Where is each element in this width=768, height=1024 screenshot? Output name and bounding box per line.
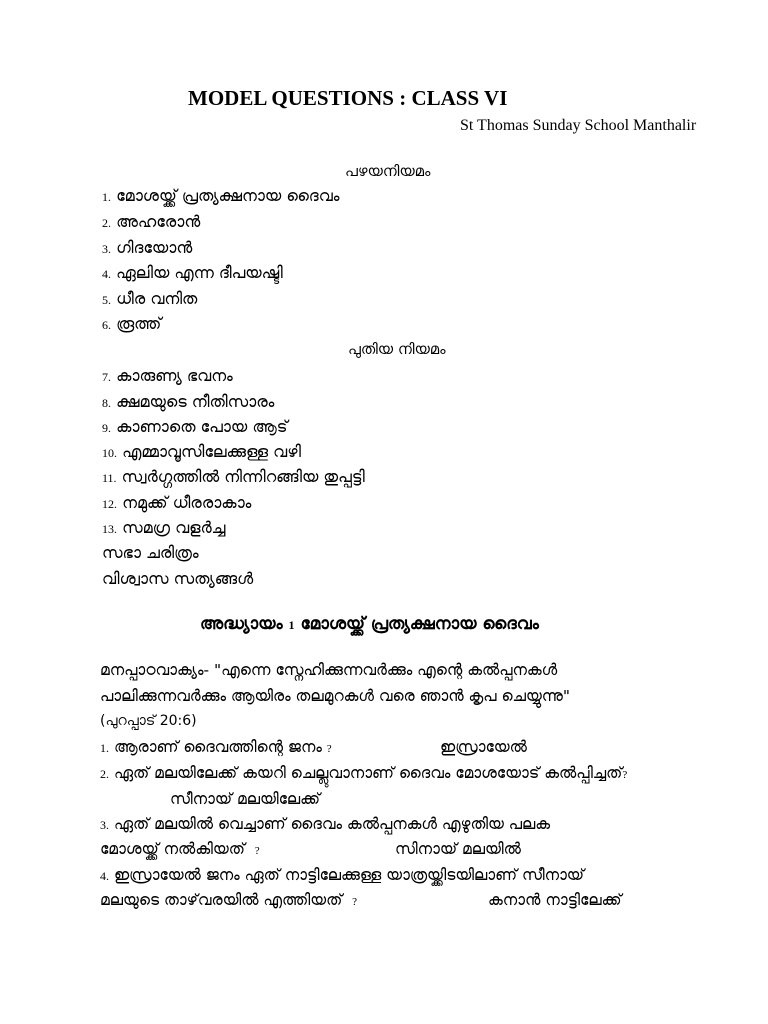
- list-item: 11. സ്വർഗ്ഗത്തിൽ നിന്നിറങ്ങിയ തുപ്പട്ടി: [102, 467, 365, 486]
- question-4-line-2: മലയുടെ താഴ്‌വരയിൽ എത്തിയത് ?: [100, 891, 358, 909]
- answer-2: സീനായ് മലയിലേക്ക്: [170, 790, 321, 808]
- question-1: 1. ആരാണ് ദൈവത്തിന്റെ ജനം ?: [100, 738, 332, 756]
- list-item-church-history: സഭാ ചരിത്രം: [102, 543, 199, 562]
- page-title: MODEL QUESTIONS : CLASS VI: [188, 86, 508, 110]
- list-item: 12. നമുക്ക് ധീരരാകാം: [102, 493, 252, 512]
- list-item: 4. ഏലിയ എന്ന ദീപയഷ്ടി: [102, 263, 283, 282]
- list-item: 6. രൂത്ത്: [102, 314, 162, 333]
- question-3: 3. ഏത് മലയിൽ വെച്ചാണ് ദൈവം കൽപ്പനകൾ എഴുതിയ പലക: [100, 815, 551, 833]
- list-item: 10. എമ്മാവൂസിലേക്കുള്ള വഴി: [102, 442, 301, 461]
- list-item: 8. ക്ഷമയുടെ നീതിസാരം: [102, 392, 275, 411]
- question-4: 4. ഇസ്രായേൽ ജനം ഏത് നാട്ടിലേക്കുള്ള യാത്രയ്ക്കിടയിലാണ് സീനായ്: [100, 866, 585, 884]
- answer-1: ഇസ്രായേൽ: [440, 738, 527, 756]
- list-item: 5. ധീര വനിത: [102, 289, 198, 308]
- answer-4: കനാൻ നാട്ടിലേക്ക്: [488, 891, 622, 909]
- old-testament-heading: പഴയനിയമം: [345, 162, 431, 180]
- list-item: 9. കാണാതെ പോയ ആട്: [102, 417, 288, 436]
- list-item: 3. ഗിദയോൻ: [102, 238, 193, 257]
- answer-3: സിനായ് മലയിൽ: [395, 840, 521, 858]
- list-item: 1. മോശയ്ക്ക് പ്രത്യക്ഷനായ ദൈവം: [102, 186, 340, 205]
- list-item: 2. അഹരോൻ: [102, 212, 201, 231]
- school-name: St Thomas Sunday School Manthalir: [460, 117, 697, 134]
- new-testament-heading: പുതിയ നിയമം: [348, 340, 446, 358]
- memory-verse-line-2: പാലിക്കുന്നവർക്കും ആയിരം തലമുറകൾ വരെ ഞാൻ കൃപ ചെയ്യുന്നു": [100, 687, 570, 705]
- question-2: 2. ഏത് മലയിലേക്ക് കയറി ചെല്ലുവാനാണ് ദൈവം മോശയോട് കൽപ്പിച്ചത്?: [100, 764, 628, 782]
- question-3-line-2: മോശയ്ക്ക് നൽകിയത് ?: [100, 840, 260, 858]
- list-item: 7. കാരുണ്യ ഭവനം: [102, 366, 233, 385]
- list-item-articles-of-faith: വിശ്വാസ സത്യങ്ങൾ: [102, 569, 254, 588]
- list-item: 13. സമഗ്ര വളർച്ച: [102, 518, 226, 537]
- memory-verse-reference: (പുറപ്പാട് 20:6): [100, 713, 197, 729]
- memory-verse-line-1: മനപ്പാഠവാക്യം- "എന്നെ സ്നേഹിക്കുന്നവർക്കും എന്റെ കൽപ്പനകൾ: [100, 661, 558, 679]
- chapter-heading: അദ്ധ്യായം 1 മോശയ്ക്ക് പ്രത്യക്ഷനായ ദൈവം: [200, 614, 539, 634]
